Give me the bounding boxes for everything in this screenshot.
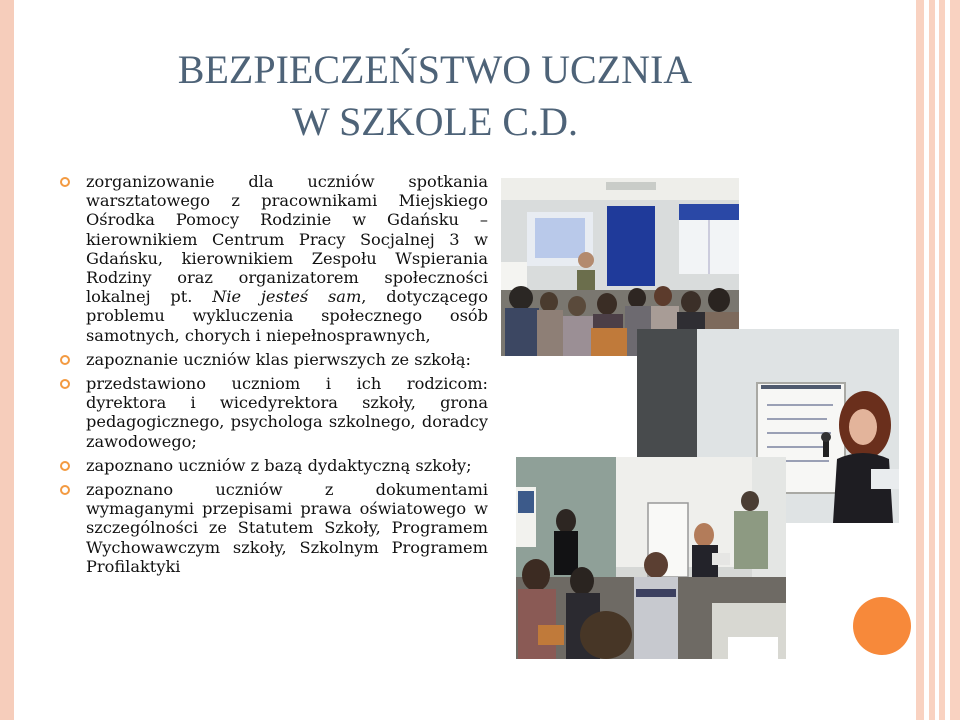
bullet-item-workshop: zorganizowanie dla uczniów spotkania warsztatowego z pracownikami Miejskiego Ośrodka Pomocy Rodzinie w Gdańsku – kierownikiem Centrum Pracy Socjalnej 3 w Gdańsku, kierownikiem Zespołu Wspierania Rodziny oraz organizatorem społeczności lokalnej pt. Nie jesteś sam, dotyczącego problemu wykluczenia społecznego osób samotnych, chorych i niepełnosprawnych, bbox=[56, 172, 488, 345]
bullet-item-facilities: zapoznano uczniów z bazą dydaktyczną szkoły; bbox=[56, 456, 488, 475]
right-decorative-stripes bbox=[916, 0, 960, 720]
bullet-ring-icon bbox=[60, 355, 70, 365]
orange-accent-circle bbox=[853, 597, 911, 655]
classroom-photo-meeting bbox=[516, 457, 786, 659]
bullet-item-staff: przedstawiono uczniom i ich rodzicom: dyrektora i wicedyrektora szkoły, grona pedagogicznego, psychologa szkolnego, doradcy zawodowego; bbox=[56, 374, 488, 451]
bullet-ring-icon bbox=[60, 461, 70, 471]
bullet-list bbox=[56, 172, 488, 581]
bullet-ring-icon bbox=[60, 485, 70, 495]
left-decorative-stripe bbox=[0, 0, 14, 720]
bullet-ring-icon bbox=[60, 379, 70, 389]
slide-title-line-2: W SZKOLE C.D. bbox=[292, 99, 578, 144]
bullet-item-documents: zapoznano uczniów z dokumentami wymaganymi przepisami prawa oświatowego w szczególności ze Statutem Szkoły, Programem Wychowawczym szkoły, Szkolnym Programem Profilaktyki bbox=[56, 480, 488, 576]
slide-title-line-1: BEZPIECZEŃSTWO UCZNIA bbox=[177, 47, 693, 92]
bullet-ring-icon bbox=[60, 177, 70, 187]
bullet-item-introduction: zapoznanie uczniów klas pierwszych ze szkołą: bbox=[56, 350, 488, 369]
slide-title bbox=[80, 44, 790, 148]
